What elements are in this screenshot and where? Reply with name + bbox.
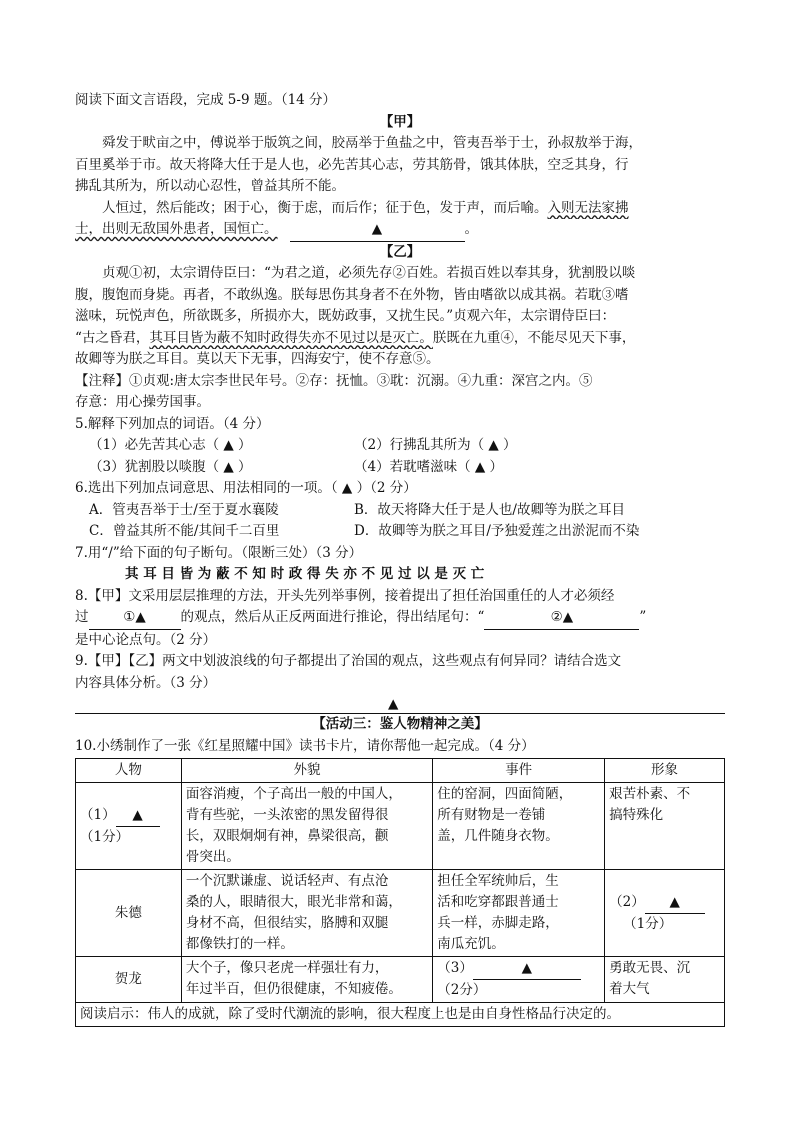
reading-card-table	[75, 758, 725, 1027]
answer-mark: ▲	[388, 696, 399, 712]
header-event: 事件	[433, 759, 605, 783]
passage-jia-line	[75, 219, 725, 242]
passage-yi-text: 朕既在九重④，不能尽见天下事，	[432, 329, 636, 346]
cell-line: 活和吃穿都跟普通士	[437, 894, 559, 910]
cell-line: 南瓜充饥。	[437, 936, 505, 952]
q8-line: 是中心论点句。（2 分）	[75, 631, 217, 648]
wavy-sentence-jia-cont: 士，出则无敌国外患者，国恒亡。	[75, 221, 278, 237]
looks-cell	[181, 870, 432, 957]
cell-line: 一个沉默谦虚、说话轻声、有点沧	[185, 873, 389, 889]
event-cell	[433, 870, 605, 957]
passage-yi-line: 故卿等为朕之耳目。莫以天下无事，四海安宁，使不存意⑤。	[75, 351, 440, 367]
q6-option-d[interactable]: D．故卿等为朕之耳目/予独爱莲之出淤泥而不染	[354, 523, 640, 539]
answer-blank[interactable]: ▲	[645, 892, 705, 914]
notes-line: 【注释】①贞观:唐太宗李世民年号。②存：抚恤。③耽：沉溺。④九重：深宫之内。⑤	[75, 372, 593, 389]
blank-label: （3）	[437, 960, 473, 976]
cell-line: 艰苦朴素、不	[609, 786, 691, 802]
q5-item[interactable]: （1）必先苦其心志（ ▲ ）	[89, 437, 252, 453]
passage-yi-line: 贞观①初，太宗谓侍臣曰：“为君之道，必须先存②百姓。若损百姓以奉其身，犹割股以啖	[102, 265, 636, 281]
q8-line: 8.【甲】文采用层层推理的方法，开头先列举事例，接着提出了担任治国重任的人才必须经	[75, 587, 615, 604]
q6-row	[75, 521, 725, 543]
cell-line: 着大气	[609, 981, 650, 997]
score-label: （1分）	[623, 915, 673, 932]
cell-line: 大个子，像只老虎一样强壮有力，	[185, 960, 389, 976]
cell-line: 兵一样，赤脚走路，	[437, 915, 559, 931]
cell-line: 骨突出。	[185, 849, 240, 865]
blank-label: （2）	[609, 893, 645, 910]
score-label: （1分）	[80, 828, 130, 845]
q8-blank-1[interactable]: ①▲	[89, 607, 181, 630]
person-cell: 朱德	[76, 870, 182, 957]
passage-yi-line: 腹，腹饱而身毙。再者，不敢纵逸。朕每思伤其身者不在外物，皆由嗜欲以成其祸。若耽③嗜	[75, 286, 629, 303]
image-cell	[605, 957, 725, 1003]
score-label: （2分）	[437, 982, 487, 998]
header-image: 形象	[605, 759, 725, 783]
person-cell[interactable]	[76, 783, 182, 870]
q6-option-b[interactable]: B．故天将降大任于是人也/故卿等为朕之耳目	[354, 501, 625, 518]
cell-line: 住的窑洞，四面简陋，	[437, 786, 573, 802]
cell-line: 年过半百，但仍很健康，不知疲倦。	[185, 981, 402, 997]
q5-title: 5.解释下列加点的词语。（4 分）	[75, 415, 270, 432]
cell-line: 面容消瘦，个子高出一般的中国人，	[185, 786, 402, 802]
passage-jia-line: 舜发于畎亩之中，傅说举于版筑之间，胶鬲举于鱼盐之中，管夷吾举于士，孙叔敖举于海，	[102, 135, 642, 151]
q7-title: 7.用“/”给下面的句子断句。（限断三处）（3 分）	[75, 544, 363, 561]
passage-jia-line: 拂乱其所为，所以动心忍性，曾益其所不能。	[75, 178, 345, 194]
activity-title: 【活动三：鉴人物精神之美】	[312, 716, 488, 732]
passage-jia-line	[75, 198, 725, 220]
table-row	[76, 870, 725, 957]
q8-line	[75, 607, 725, 630]
cell-line: 身材不高，但很结实，胳膊和双腿	[185, 915, 389, 931]
q6-row	[75, 500, 725, 522]
table-row	[76, 957, 725, 1003]
notes-line: 存意：用心操劳国事。	[75, 394, 210, 410]
cell-line: 搞特殊化	[609, 807, 664, 823]
q8-blank-2[interactable]: ②▲	[484, 607, 639, 630]
blank-label: （1）	[80, 806, 116, 823]
passage-jia-heading: 【甲】	[379, 113, 421, 130]
cell-line: 背有些驼，一头浓密的黑发留得很	[185, 807, 389, 823]
wavy-sentence-yi: 其耳目皆为蔽不知时政得失亦不见过以是灭亡。	[149, 329, 433, 346]
reading-insight: 阅读启示：伟人的成就，除了受时代潮流的影响，很大程度上也是由自身性格品行决定的。	[76, 1003, 725, 1027]
passage-yi-line	[75, 328, 725, 350]
passage-jia-text: 人恒过，然后能改；困于心，衡于虑，而后作；征于色，发于声，而后喻。	[102, 199, 548, 216]
passage-yi-text: “古之昏君，	[75, 329, 150, 346]
cell-line: 都像铁打的一样。	[185, 936, 294, 952]
q9-line: 9.【甲】【乙】两文中划波浪线的句子都提出了治国的观点，这些观点有何异同？请结合选文	[75, 653, 622, 669]
answer-blank[interactable]: ▲	[290, 219, 465, 242]
q6-option-c[interactable]: C．曾益其所不能/其间千二百里	[89, 523, 280, 539]
event-cell	[433, 783, 605, 870]
q8-text: 的观点，然后从正反两面进行推论，得出结尾句：“	[180, 609, 485, 625]
q7-sentence: 其 耳 目 皆 为 蔽 不 知 时 政 得 失 亦 不 见 过 以 是 灭 亡	[125, 566, 485, 582]
looks-cell	[181, 783, 432, 870]
answer-blank[interactable]: ▲	[473, 958, 581, 980]
table-header-row	[76, 759, 725, 783]
event-cell[interactable]	[433, 957, 605, 1003]
cell-line: 勇敢无畏、沉	[609, 960, 691, 976]
q5-item[interactable]: （4）若耽嗜滋味（ ▲ ）	[354, 458, 504, 475]
cell-line: 桑的人，眼睛很大，眼光非常和蔼，	[185, 894, 402, 910]
q8-text: 过	[75, 609, 89, 625]
passage-yi-heading: 【乙】	[379, 243, 421, 260]
q5-row	[75, 457, 725, 479]
q5-row	[75, 435, 725, 457]
wavy-sentence-jia: 入则无法家拂	[547, 199, 629, 216]
q6-title: 6.选出下列加点词意思、用法相同的一项。（ ▲ ）（2 分）	[75, 480, 417, 496]
q5-item[interactable]: （3）犹割股以啖腹（ ▲ ）	[89, 458, 252, 475]
q6-option-a[interactable]: A．管夷吾举于士/至于夏水襄陵	[89, 501, 279, 518]
cell-line: 所有财物是一卷铺	[437, 807, 546, 823]
cell-line: 长，双眼炯炯有神，鼻梁很高，颧	[185, 828, 389, 844]
answer-rule	[75, 713, 725, 714]
section-intro: 阅读下面文言语段，完成 5-9 题。（14 分）	[75, 92, 337, 108]
q9-answer-line[interactable]	[75, 696, 725, 714]
q9-line: 内容具体分析。（3 分）	[75, 674, 217, 691]
person-cell: 贺龙	[76, 957, 182, 1003]
passage-yi-line: 滋味，玩悦声色，所欲既多，所损亦大，既妨政事，又扰生民。”贞观六年，太宗谓侍臣曰：	[75, 308, 616, 324]
image-cell	[605, 783, 725, 870]
passage-jia-line: 百里奚举于市。故天将降大任于是人也，必先苦其心志，劳其筋骨，饿其体肤，空乏其身，行	[75, 156, 629, 173]
q8-text: ”	[639, 609, 647, 625]
exam-page	[75, 90, 725, 1027]
answer-blank[interactable]: ▲	[116, 805, 160, 827]
q5-item[interactable]: （2）行拂乱其所为（ ▲ ）	[354, 437, 517, 453]
image-cell[interactable]	[605, 870, 725, 957]
looks-cell	[181, 957, 432, 1003]
table-row	[76, 783, 725, 870]
header-looks: 外貌	[181, 759, 432, 783]
q10-title: 10.小绣制作了一张《红星照耀中国》读书卡片，请你帮他一起完成。（4 分）	[75, 737, 535, 754]
header-person: 人物	[76, 759, 182, 783]
cell-line: 担任全军统帅后，生	[437, 873, 559, 889]
period: 。	[464, 221, 478, 237]
table-footer-row	[76, 1003, 725, 1027]
cell-line: 盖，几件随身衣物。	[437, 828, 559, 844]
